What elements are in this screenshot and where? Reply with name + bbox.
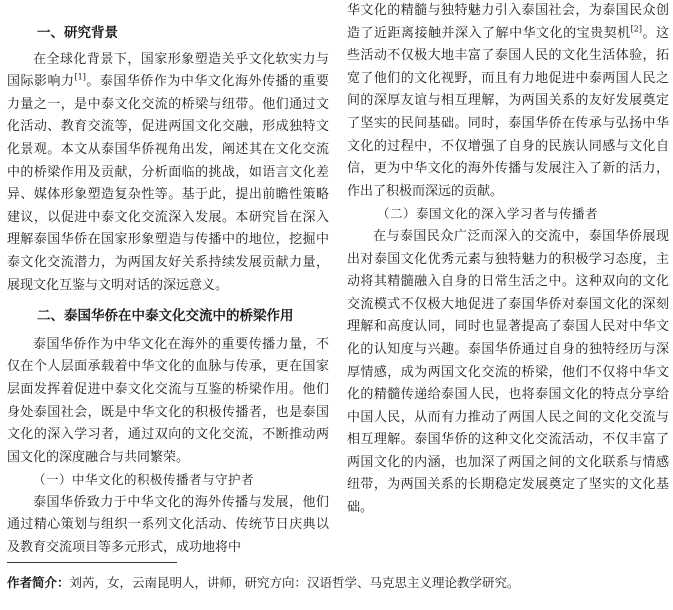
subsection-heading-transmitter: （一）中华文化的积极传播者与守护者	[33, 472, 255, 488]
left-column	[7, 0, 329, 560]
paragraph-background-text-cont: 。泰国华侨作为中华文化海外传播的重要力量之一，是中泰文化交流的桥梁与纽带。他们通过文化活动、教育交流等，促进两国文化交融，形成独特文化景观。本文从泰国华侨视角出发，阐述其在文化交流中的桥梁作用及贡献，分析面临的挑战，如语言文化差异、媒体形象塑造复杂性等。基于此，提出前瞻性策略建议，以促进中泰文化交流深入发展。本研究旨在深入理解泰国华侨在国家形象塑造与传播中的地位，挖掘中泰文化交流潜力，为两国友好关系持续发展贡献力量，展现文化互鉴与文明对话的深远意义。	[7, 74, 329, 293]
citation-1: [1]	[74, 72, 86, 82]
paragraph-transmitter-text-cont: 。这些活动不仅极大地丰富了泰国人民的文化生活体验，拓宽了他们的文化视野，而且有力地促进中泰两国人民之间的深厚友谊与相互理解，为两国关系的友好发展奠定了坚实的民间基础。同时，泰国华侨在传承与弘扬中华文化的过程中，不仅增强了自身的民族认同感与文化自信，更为中华文化的海外传播与发展注入了新的活力，作出了积极而深远的贡献。	[347, 25, 669, 199]
section-heading-background: 一、研究背景	[37, 25, 118, 41]
paragraph-background-text: 在全球化背景下，国家形象塑造关乎文化软实力与国际影响力	[7, 51, 329, 90]
author-footnote	[7, 573, 520, 591]
paragraph-transmitter-start: 泰国华侨致力于中华文化的海外传播与发展，他们通过精心策划与组织一系列文化活动、传统节日庆典以及教育交流项目等多元形式，成功地将中	[7, 494, 329, 556]
paragraph-bridge-intro: 泰国华侨作为中华文化在海外的重要传播力量，不仅在个人层面承载着中华文化的血脉与传承，更在国家层面发挥着促进中泰文化交流与互鉴的桥梁作用。他们身处泰国社会，既是中华文化的积极传播者，也是泰国文化的深入学习者，通过双向的文化交流，不断推动两国文化的深度融合与共同繁荣。	[7, 336, 329, 465]
paragraph-transmitter-text: 华文化的精髓与独特魅力引入泰国社会，为泰国民众创造了近距离接触并深入了解中华文化的宝贵契机	[347, 3, 669, 41]
citation-2: [2]	[630, 24, 642, 34]
footnote-text: 刘芮，女，云南昆明人，讲师，研究方向：汉语哲学、马克思主义理论教学研究。	[69, 575, 520, 590]
section-heading-bridge-role: 二、泰国华侨在中泰文化交流中的桥梁作用	[37, 308, 294, 325]
footnote-divider	[7, 562, 177, 563]
footnote-label: 作者简介：	[7, 575, 70, 590]
subsection-heading-learner: （二）泰国文化的深入学习者与传播者	[377, 206, 599, 222]
paragraph-learner: 在与泰国民众广泛而深入的交流中，泰国华侨展现出对泰国文化优秀元素与独特魅力的积极学习态度，主动将其精髓融入自身的日常生活之中。这种双向的文化交流模式不仅极大地促进了泰国华侨对泰国文化的深刻理解和高度认同，同时也显著提高了泰国人民对中华文化的认知度与兴趣。泰国华侨通过自身的独特经历与深厚情感，成为两国文化交流的桥梁，他们不仅将中华文化的精髓传递给泰国人民，也将泰国文化的特点分享给中国人民，从而有力推动了两国人民之间的文化交流与相互理解。泰国华侨的这种文化交流活动，不仅丰富了两国文化的内涵，也加深了两国之间的文化联系与情感纽带，为两国关系的长期稳定发展奠定了坚实的文化基础。	[347, 228, 669, 516]
paragraph-background	[7, 49, 329, 298]
right-column	[347, 0, 669, 520]
paragraph-transmitter-cont	[347, 0, 669, 203]
